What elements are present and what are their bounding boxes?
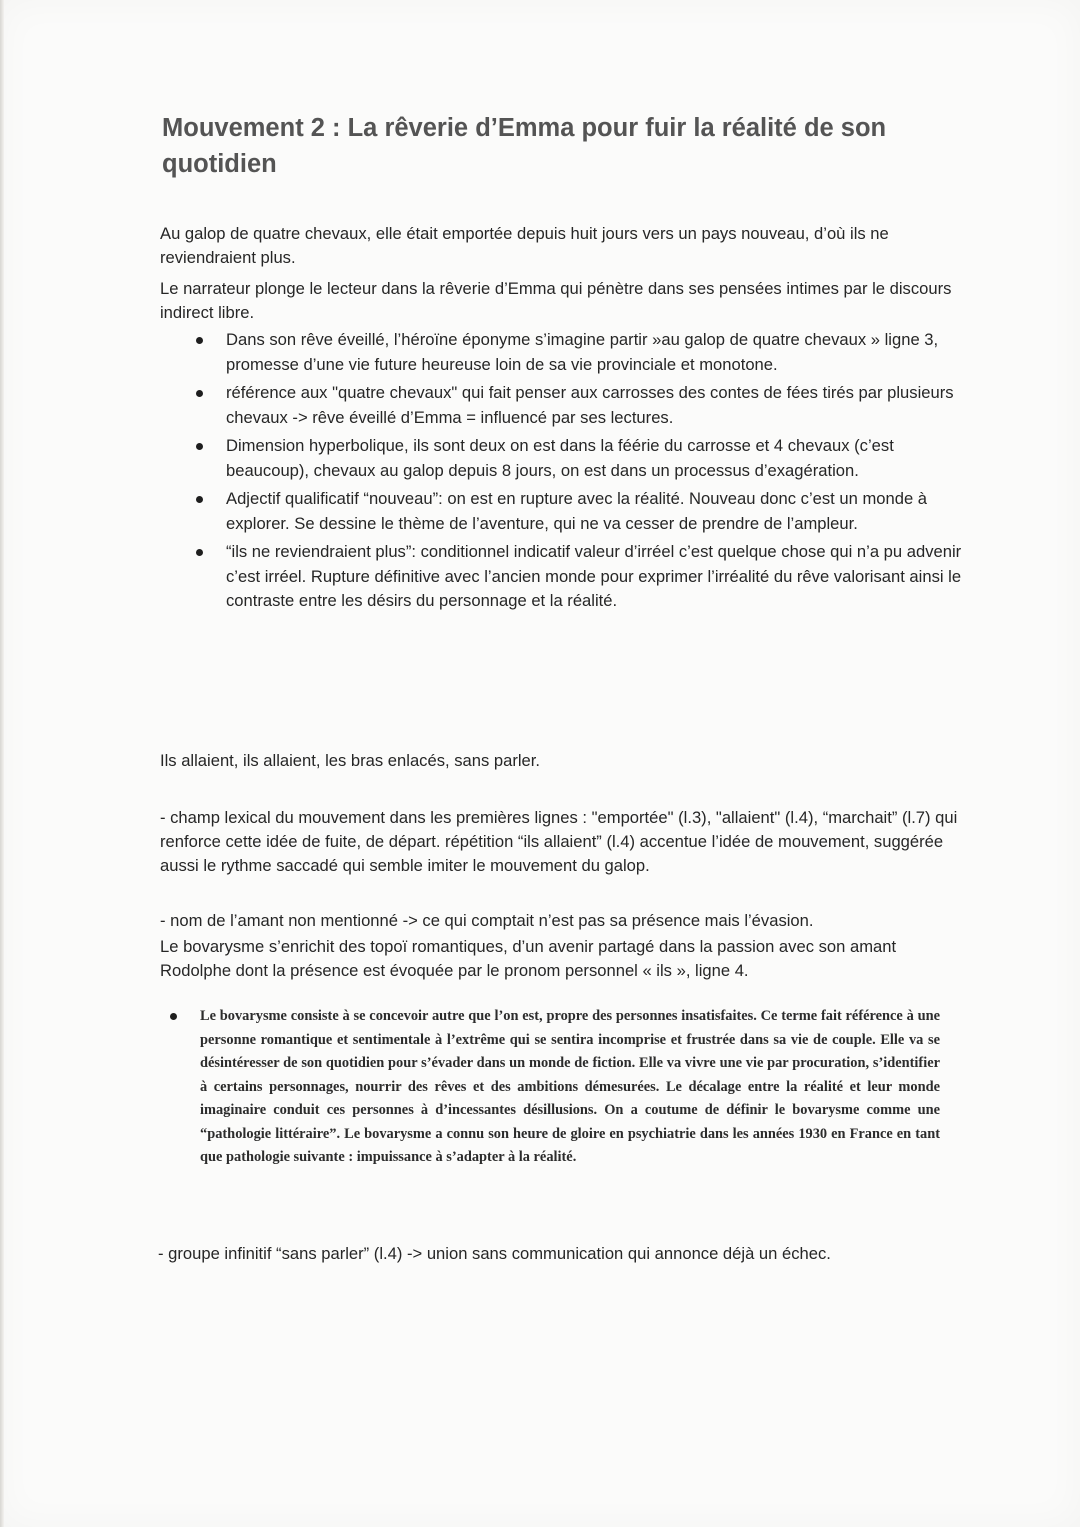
page-edge (0, 0, 4, 1527)
definition-text: consiste à se concevoir autre que l’on est, propre des personnes insatisfaites. Ce terme fait référence à une personne romantique et sentimentale à l’extrême qui se sentira incomprise et frustrée dans sa vie de couple. Elle va se désintéresser de son quotidien pour s’évader dans un monde de fiction. Elle va vivre une vie par procuration, s’identifier à certains personnages, nourrir des rêves et des ambitions démesurées. Le décalage entre la réalité et leur monde imaginaire conduit ces personnes à d’incessantes désillusions. On a coutume de définir le bovarysme comme une “pathologie littéraire”. Le bovarysme a connu son heure de gloire en psychiatrie dans les années 1930 en France en tant que pathologie suivante : impuissance à s’adapter à la réalité. (200, 1008, 940, 1165)
bovarysme-definition (160, 1005, 940, 1170)
section-title: Mouvement 2 : La rêverie d’Emma pour fuir la réalité de son quotidien (162, 114, 887, 178)
quote-two: Ils allaient, ils allaient, les bras enlacés, sans parler. (160, 751, 541, 770)
bullet-dot-icon (196, 549, 203, 556)
analysis-paragraph-2: - nom de l’amant non mentionné -> ce qui comptait n’est pas sa présence mais l’évasion. (160, 911, 814, 930)
bullet-item (160, 434, 970, 483)
bullet-item (160, 540, 970, 614)
definition-paragraph (200, 1005, 940, 1170)
bullet-dot-icon (196, 390, 203, 397)
bullet-item (160, 328, 970, 377)
final-line: - groupe infinitif “sans parler” (l.4) -> union sans communication qui annonce déjà un échec. (158, 1244, 831, 1263)
analysis-paragraph-1: - champ lexical du mouvement dans les premières lignes : "emportée" (l.3), "allaient" (l.4), “marchait” (l.7) qui renforce cette idée de fuite, de départ. répétition “ils allaient” (l.4) accentue l’idée de mouvement, suggérée aussi le rythme saccadé qui semble imiter le mouvement du galop. (160, 808, 958, 875)
bullet-dot-icon (196, 337, 203, 344)
bullet-dot-icon (196, 443, 203, 450)
analysis-bullet-list (160, 328, 970, 618)
analysis-paragraph-3: Le bovarysme s’enrichit des topoï romantiques, d’un avenir partagé dans la passion avec son amant Rodolphe dont la présence est évoquée par le pronom personnel « ils », ligne 4. (160, 937, 897, 980)
bullet-text: référence aux "quatre chevaux" qui fait penser aux carrosses des contes de fées tirés par plusieurs chevaux -> rêve éveillé d’Emma = influencé par ses lectures. (226, 383, 954, 427)
bullet-dot-icon (170, 1013, 177, 1020)
bullet-text: Dimension hyperbolique, ils sont deux on est dans la féérie du carrosse et 4 chevaux (c’est beaucoup), chevaux au galop depuis 8 jours, on est dans un processus d’exagération. (226, 436, 894, 480)
bullet-text: “ils ne reviendraient plus”: conditionnel indicatif valeur d’irréel c’est quelque chose qui n’a pu advenir c’est irréel. Rupture définitive avec l’ancien monde pour exprimer l’irréalité du rêve valorisant ainsi le contraste entre les désirs du personnage et la réalité. (226, 542, 962, 610)
bullet-text: Dans son rêve éveillé, l’héroïne éponyme s’imagine partir »au galop de quatre chevaux » ligne 3, promesse d’une vie future heureuse loin de sa vie provinciale et monotone. (226, 330, 939, 374)
quote-one: Au galop de quatre chevaux, elle était emportée depuis huit jours vers un pays nouveau, d’où ils ne reviendraient plus. (160, 224, 889, 267)
intro-paragraph: Le narrateur plonge le lecteur dans la rêverie d’Emma qui pénètre dans ses pensées intimes par le discours indirect libre. (160, 279, 952, 322)
bullet-dot-icon (196, 496, 203, 503)
bullet-text: Adjectif qualificatif “nouveau”: on est en rupture avec la réalité. Nouveau donc c’est un monde à explorer. Se dessine le thème de l’aventure, qui ne va cesser de prendre de l’ampleur. (226, 489, 928, 533)
bullet-item (160, 381, 970, 430)
bullet-item (160, 487, 970, 536)
definition-term: Le bovarysme (200, 1008, 287, 1024)
